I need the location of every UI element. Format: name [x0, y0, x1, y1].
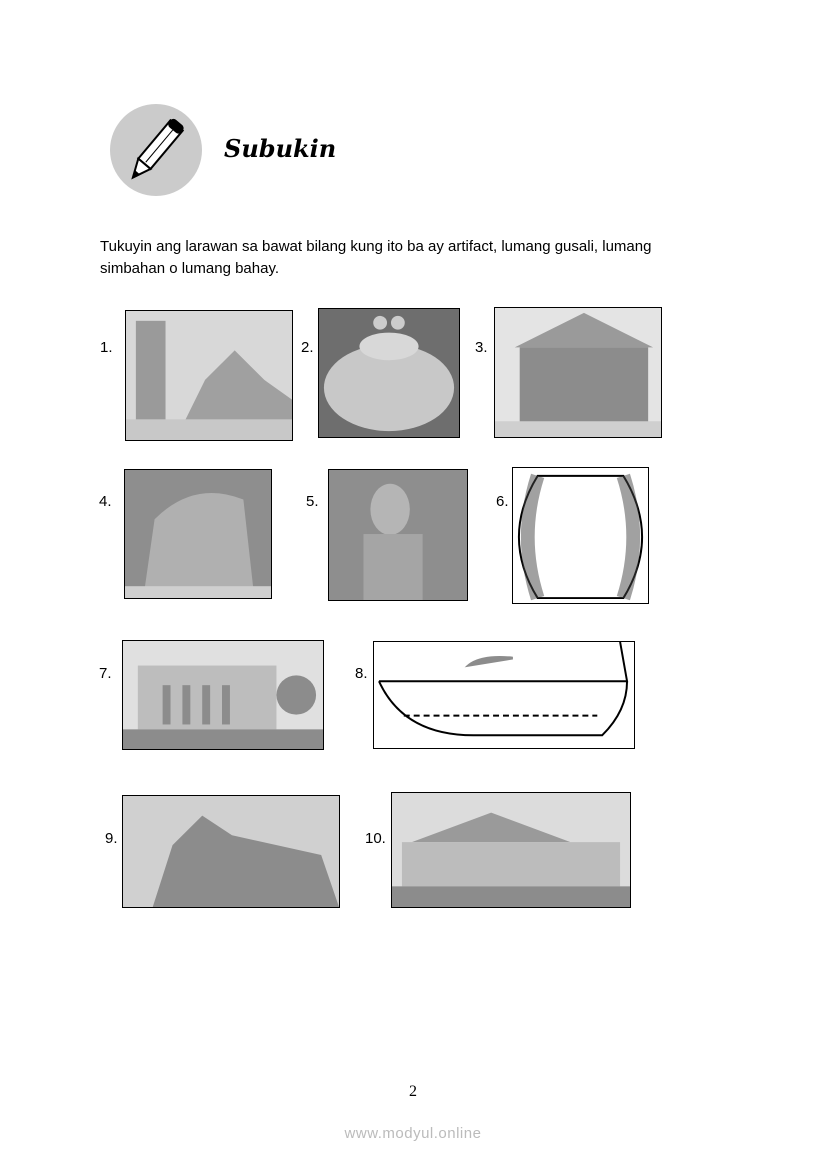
- website-watermark: www.modyul.online: [344, 1125, 482, 1142]
- woven-pot-image: [512, 467, 649, 604]
- item-label: 9.: [105, 830, 118, 847]
- old-church-image: [122, 795, 340, 908]
- old-house-image: [494, 307, 662, 438]
- old-building-image: [124, 469, 272, 599]
- boat-image: [373, 641, 635, 749]
- government-building-image: [122, 640, 324, 750]
- item-label: 10.: [365, 830, 386, 847]
- church-bell-tower-image: [125, 310, 293, 441]
- item-label: 1.: [100, 339, 113, 356]
- item-label: 6.: [496, 493, 509, 510]
- pencil-icon: [110, 104, 202, 196]
- item-label: 8.: [355, 665, 368, 682]
- instructions: Tukuyin ang larawan sa bawat bilang kung ito ba ay artifact, lumang gusali, lumang simbahan o lumang bahay.: [100, 238, 652, 277]
- statue-artifact-image: [328, 469, 468, 601]
- item-label: 4.: [99, 493, 112, 510]
- item-label: 2.: [301, 339, 314, 356]
- item-label: 5.: [306, 493, 319, 510]
- old-mansion-image: [391, 792, 631, 908]
- jar-artifact-image: [318, 308, 460, 438]
- item-label: 7.: [99, 665, 112, 682]
- page-number: 2: [409, 1083, 417, 1100]
- section-title: Subukin: [224, 134, 337, 163]
- item-label: 3.: [475, 339, 488, 356]
